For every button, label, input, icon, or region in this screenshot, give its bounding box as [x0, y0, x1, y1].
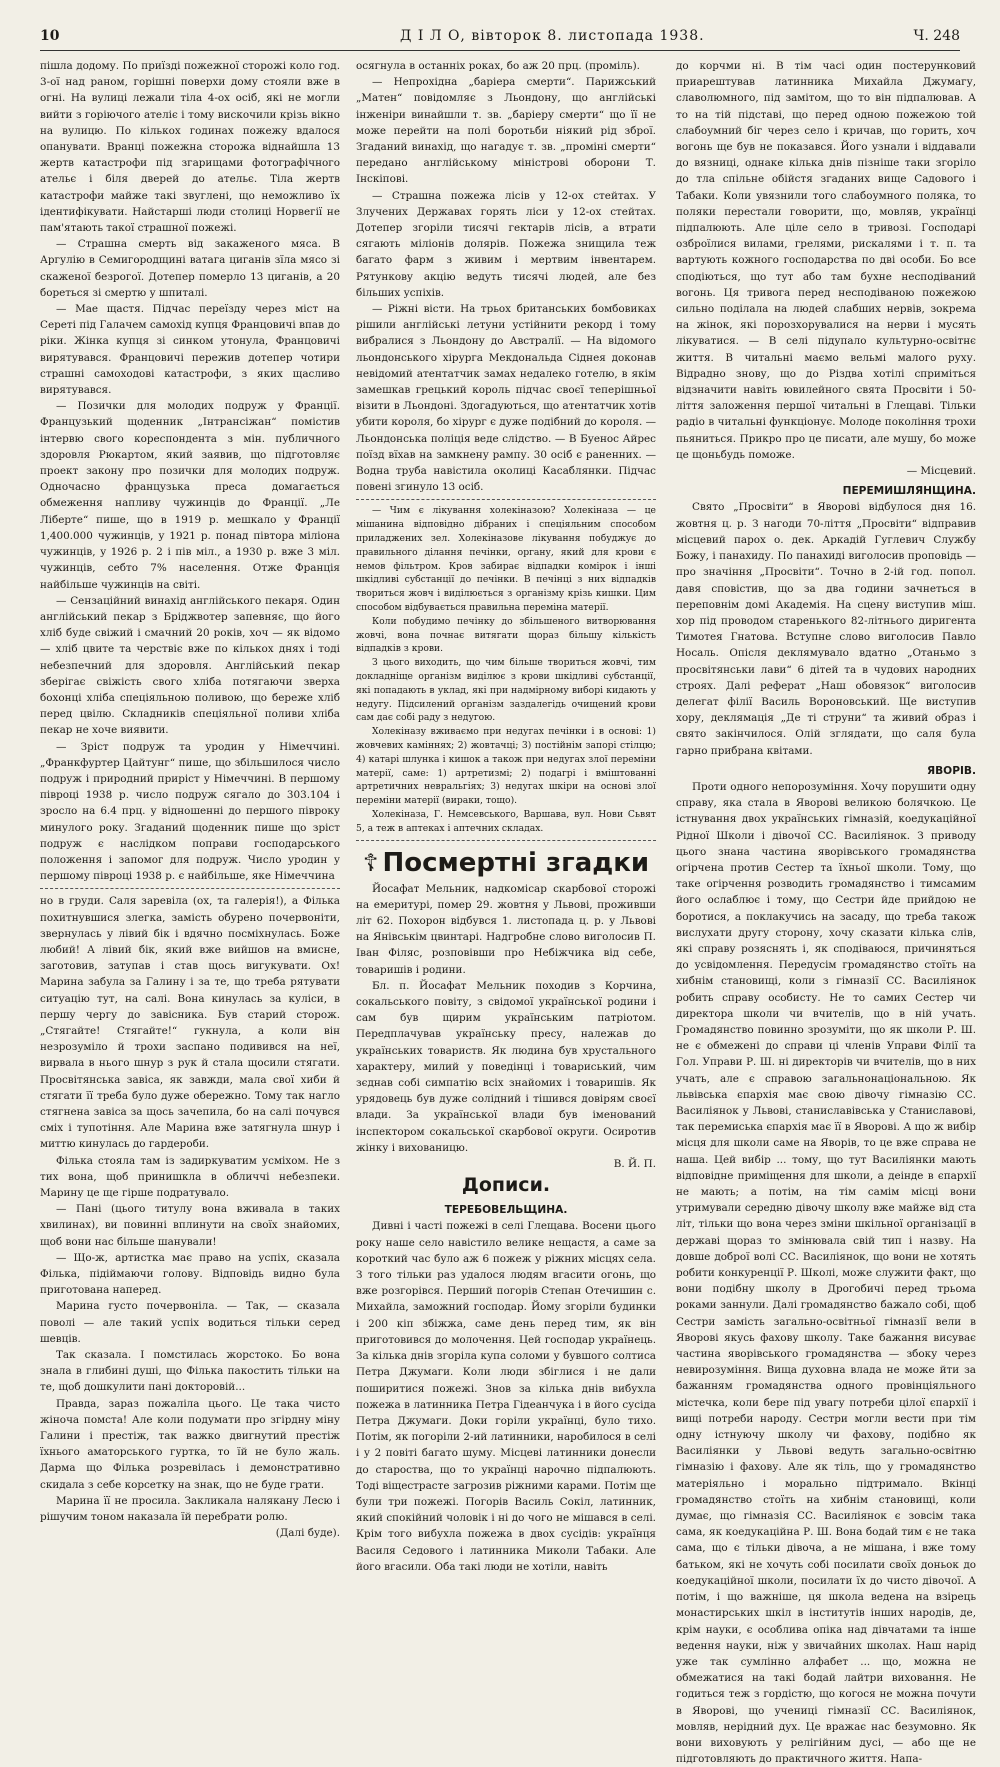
story-paragraph: Філька стояла там із задиркуватим усміхом. Не з тих вона, щоб принишкла в обличчі небезпеки. Марину це ще гірше подратувало. — [40, 1154, 340, 1200]
news-paragraph: пішла додому. По приїзді пожежної сторожі коло год. 3-ої над раном, горішні поверхи дому стояли вже в огні. На вулиці лежали тіла 4-ох осіб, які не могли вийти з горіючого ателіє і тому вискочили крізь вікно на вулицю. По кількох годинах пожежу вдалося опанувати. Вранці пожежна сторожа віднайшла 13 жертв катастрофи під згарищами фотографічного ательє і біля дверей до ательє. Тіла жертв катастрофи майже такі звуглені, що неможливо їх ідентифікувати. Найстарші люди столиці Норвегії не пам'ятають такої страшної пожежі. — [40, 60, 340, 235]
region-heading: ЯВОРІВ. — [926, 764, 976, 777]
region-heading: ТЕРЕБОВЕЛЬЩИНА. — [444, 1204, 568, 1217]
letter-signature: — Місцевий. — [906, 465, 976, 478]
column-3 — [676, 58, 976, 1766]
page-number: 10 — [40, 28, 60, 44]
news-paragraph: — Зріст подруж та уродин у Німеччині. „Франкфуртер Цайтунг“ пише, що збільшилося число подруж і природний приріст у Німеччині. В першому півроці 1938 р. число подруж сягало до 303.104 і зросло на 6.4 прц. у відношенні до першого півроку минулого року. Згаданий щоденник пише що зріст подруж є наслідком поправи господарського положення і запомог для подруж. Число уродин у першому півроці 1938 р. є найбільше, яке Німеччина — [40, 740, 340, 883]
column-2 — [356, 58, 656, 1573]
region-heading: ПЕРЕМИШЛЯНЩИНА. — [842, 485, 976, 498]
newspaper-name: Д І Л О, — [400, 28, 466, 44]
feuilleton-divider — [40, 888, 340, 889]
obituary-heading: ☦ Посмертні згадки — [362, 847, 650, 878]
ad-paragraph: Холекіназа, Г. Немсевського, Варшава, вул. Нови Сьвят 5, а теж в аптеках і аптечних складах. — [356, 809, 656, 834]
news-paragraph: — Страшна смерть від закаженого мяса. В Аргулію в Семигородщині ватага циганів зїла мясо зі скаженої безрогої. Дотепер померло 13 циганів, а 20 бореться зі смертю у шпиталі. — [40, 238, 340, 299]
issue-date: вівторок 8. листопада 1938. — [471, 28, 705, 44]
story-paragraph: Так сказала. І помстилась жорстоко. Бо вона знала в глибині душі, що Філька пакостить тільки на те, щоб дошкулити пані докторовій... — [40, 1349, 340, 1394]
letter-paragraph: Проти одного непорозуміння. Хочу порушити одну справу, яка стала в Яворові великою болячкою. Це істнування двох українських гімназій, коедукаційної Рідної Школи і дівочої СС. Василіянок. З приводу цього знана частина яворівського громадянства огірчена против Сестер та їхньої школи. Тому, що таке огірчення розводить громадянство і тимсамим його ослаблює і тому, що Сестри йде прийдою не боротися, а поклaкучись на заcаду, що треба також вислухати другу сторону, хочу сказати кілька слів, які справу розяснять і, як сподіваюся, причиняться до усвідомлення. Передусім громадянство стоїть на хибнім становищі, коли з гімназії СС. Василіянок робить справу особисту. Не то самих Сестер чи директора школи чи вчителів, що в ній учать. Громадянство повинно зрозуміти, що як школи Р. Ш. не є обмежені до справи ці членів Управи Філії та Гол. Управи Р. Ш. ні директорів чи вчителів, що в них учать, але є справою загальнонаціональною. Як львівська єпархія має свою дівочу гімназію СС. Василіянок у Львові, станиславівська у Станиславові, так перемиська єпархія має її в Яворові. А що ж вибір місця для школи саме на Яворів, то це вже справа не наша. Цей вибір ... тому, що тут Василіянки мають відповідне приміщення для школи, а деінде в єпархії не мають; а потім, на тім самім місці вони утримували середню дівочу школу вже майже від ста літ, тільки що вона через зміни шкільної організації в державі щораз то змінювала свій тип і назву. На довше доброї волі СС. Василіянок, що вони не хотять робити конкуренції Р. Школі, може служити факт, що вони подібну школу в Дрогобичі перед трьома роками заннули. Далі громадянство бажало собі, щоб Сестри замість загально-освітньої гімназії вели в Яворові якусь фахову школу. Таке бажання висуває частина яворівського громадянства — збоку через невирозуміння. Вища духовна влада не може йти за бажанням громадянства одного провінціяльного містечка, коли бере під увагу потреби цілої єпархії і вищі потреби народу. Сестри могли вести при тім одну істнуючу школу чи фахову, подібно як Василіянки у Львові ведуть загально-освітню гімназію і фахову. Але як тіль, що у громадянство матеріяльно і морально підтримало. Вкінці громадянство стоїть на хибнім становищі, коли думає, що гімназія СС. Василіянок є зовсім така сама, як коедукаційна Р. Ш. Вона бодай тим є не така сама, що є тільки дівоча, а не мішана, і вже тому батьком, які не хочуть собі посилати своїх доньок до коедукаційної школи, посилати їх до чисто дівочої. А потім, і що важніше, ця школа ведена на взірець монастирських шкіл в інститутів інших народів, де, крім науки, є особлива опіка над дівчатами та інше ведення науки, ніж у звичайних школах. Наш нарід уже так сумлінно алфабет ... що, можна не обмежатися на такі бодай лайтри виховання. Не годиться теж з гордістю, що когося не можна почути в Яворові, що учениці гімназії СС. Василіянок, мовляв, нерідний дух. Це вражає нас безумовно. Як вони виховують у релігійним дусі, — або ще не підготовляють до практичного життя. Напа- — [676, 780, 976, 1766]
story-paragraph: Марина її не просила. Закликала наляканy Лесю і рішучим тоном наказала їй перебрати ролю. — [40, 1494, 340, 1524]
column-1 — [40, 58, 340, 1540]
ad-paragraph: Холекіназу вживаємо при недугах печінки і в основі: 1) жовчевих каміннях; 2) жовтачці; 3) постійнім запорі стілцю; 4) катарі шлунка і кишок а також при недугах злої переміни матерії, саме: 1) артретизмі; 2) подагрі і вміштованні артретичних невральгіях; 3) недугах шкіри на основі злої переміни матерії (вирaки, тощо). — [356, 726, 656, 807]
story-paragraph: но в груди. Саля заревіла (ох, та галерія!), а Філька похитнувшися злегка, замість обурено почервоніти, звернулась у лівий бік і вдячно посміхнулась. Боже любий! А лівий бік, який вже вийшов на вмисне, заготовив, затупав і став щось вигукувати. Ох! Марина забула за Галину і за те, що треба рятувати ситуацію тут, на салі. Вона кинулась за куліси, в першу чергу до завісника. Був старий сторож. „Стягайте! Стягайте!“ гукнула, а коли він незрозуміло й трохи заспано подивився на неї, вирвала в нього шнур з рук й стала щосили стягати. Просвітянська завіса, як завжди, мала свої хиби й стягати її треба було дуже обережно. Тому так нагло стягнена завіса за щось зачепила, бо на салі почувся сміх і тупотіння. Але Марина вже затягнула шнур і миттю кинулась до гардероби. — [40, 895, 340, 1151]
news-paragraph: — Непрохідна „баріера смерти“. Парижський „Матен“ повідомляє з Льондону, що англійські інженіри винайшли т. зв. „баріеру смерти“ що її не може перейти на полі боротьби ніякий рід зброї. Згаданий винахід, що нагадує т. зв. „проміні смерти“ передано англійському міністрові оборони Т. Інскіпові. — [356, 76, 656, 186]
advertisement — [356, 504, 656, 835]
letter-paragraph: Дивні і часті пожежі в селі Глещава. Восени цього року наше село навістило велике нещастя, а саме за короткий час було аж 6 пожеж у ріжних місцях села. З того тільки раз удалося людям вгасити огонь, що вже розгорівся. Перший погорів Степан Отечишин с. Михайла, заможний господар. Йому згоріли будинки і 200 кіп збіжжа, саме день перед тим, як він приготовився до молочення. Цей господар українець. За кілька днів згоріла купа соломи у бувшого солтиса Петра Джумаги. Коли люди збіглися і не дали поширитися пожежі. Знов за кілька днів вибухла пожежа в латинника Петра Гідеанчука і в його сусіда Петра Джумаги. Доки горіли українці, було тихо. Потім, як погоріли 2-ий латинники, наробилося в селі і у 2 повіті багато шуму. Місцеві латинники донесли до староства, що то українці нарочно підпалюють. Тоді віщестрасте загрозив ріжними карами. Потім ще були три пожежі. Погорів Василь Сокіл, латинник, який спокійний чоловік і ні до чого не мішався в селі. Крім того вибухла пожежа в двох сусідів: українця Василя Седового і латинника Миколи Табаки. Але його вгасили. Оба такі люди не хотіли, навіть — [356, 1220, 656, 1573]
header-rule — [40, 50, 960, 51]
ad-paragraph: З цього виходить, що чим більше твориться жовчі, тим докладніще організм виділює з крови шкідливі субстанції, які попадають в уклад, які при надмірному виборі кидають у недугу. Підсилений організм заздалегідь очищений крови сам дає собі раду з недугою. — [356, 657, 656, 724]
story-paragraph: — Пані (цього титулу вона вживала в таких хвилинах), ви повинні вплинути на своїх знайомих, щоб вони нас більше шанували! — [40, 1203, 340, 1248]
news-paragraph: — Позички для молодих подруж у Франції. Французький щоденник „Інтрансіжан“ помістив інтервю свого кореспондента з мін. публичного здоровля Рюкартом, який заявив, що підготовляє проект закону про позички для молодих подруж. Одночасно французька преса домагається обмеження напливу чужинців до Франції. „Ле Ліберте“ пише, що в 1919 р. мешкало у Франції 1,400.000 чужинців, у 1921 р. понад півтора міліона чужинців, у 1926 р. 2 і пів міл., а 1930 р. вже 3 міл. чужинців, себто 7% населення. Отже Франція найбільше чужинців на світі. — [40, 400, 340, 591]
col1-feuilleton — [40, 893, 340, 1541]
obituary-paragraph: Йосафат Мельник, надкомісар скарбової сторожі на емеритурі, помер 29. жовтня у Львові, проживши літ 62. Похорон відбувся 1. листопада ц. р. у Львові на Янівськім цвинтарі. Надгробне слово виголосив П. Іван Філяс, розповівши про Небіжчика від себе, товаришів і родини. — [356, 882, 656, 976]
letters-heading: Дописи. — [461, 1174, 551, 1197]
news-paragraph: — Сензаційний винахід англійського пекаря. Один англійський пекар з Бріджвотер запевняє, що його хліб буде свіжий і смачний 20 років, хоч — як відомо — хліб цвите та черствіє вже по кількох днях і тоді небезпечний для здоровля. Англійський пекар зберігає свіжість свого хліба потягаючи зверха бохонці хліба спеціяльною поливою, що береже хліб перед цвілю. Складників спеціяльної поливи хліба пекар не хоче виявити. — [40, 594, 340, 737]
header-masthead — [400, 28, 705, 44]
news-paragraph: — Мае щастя. Підчас переїзду через міст на Сереті під Галачем самохід купця Францовичі впав до ріки. Жінка купця зі синком утонула, Францовичі вирятувався. Францовичі пережив дотепер чотири страшні самоходові катастрофи, з яких щасливо вирятувався. — [40, 303, 340, 397]
obituary-signature: В. Й. П. — [613, 1158, 656, 1171]
letter-paragraph: до корчми ні. В тім часі один постерунковий приарештував латинника Михайла Джумагу, славолюмного, під замітом, що то він підпалював. А то на тій підставі, що перед одною пожежою той слабоумний біг через село і кричав, що горить, хоч вогонь ще був не показався. Його узнали і віддавали до вязниці, однаке кілька днів пізніше таки згоріло до тла спільне обійстя згаданих вище Садового і Табаки. Коли увязнили того слабоумного поляка, то поляки перестали говорити, що, мовляв, українці підпалюють. Але ціле село в тривозі. Господарі озброїлися вилами, грелями, рискалями і т. п. та вартують кожного господарства по дві особи. Бо все сподіються, що тут або там бухне несподіваний вогонь. Ця тривога перед несподіваною пожежою сильно подiлала на людей слабших нервів, зокрема на жінок, які порозхорувалися на нерви і мусять лікуватися. — В селі підупало культурно-освітнє життя. В читальні маємо вельмі малого руху. Відрадно знову, що до Різдва хотілі сприміться відзначити навіть ювилейного свята Просвіти і 50-ліття заложення першої читальні в Глещаві. Тільки радіо в читальні функціонує. Молоде покоління трохи пьяниться. Прикро про це писати, але мушу, бо може це щоньбудь поможе. — [676, 60, 976, 461]
col1-news — [40, 58, 340, 884]
obituary-divider — [356, 840, 656, 841]
cross-icon: ☦ — [362, 848, 379, 877]
story-paragraph: Правда, зараз пожаліла цього. Це така чисто жіноча помста! Але коли подумати про згірдну міну Галини і престіж, так важко двигнутий престіж їхнього аматорського гуртка, то їй не було жаль. Дарма що Філька розревілась і демонстративно скидала з себе корсетку на знак, що не буде грати. — [40, 1397, 340, 1491]
news-paragraph: — Ріжні вісти. На трьох британських бомбовиках рішили англійські летуни устійнити рекорд і тому вибралися з Льондону до Австралії. — На відомого льондонського хірурга Мекдональда Сіднея доконав невідомий атентатчик замах недалеко готелю, в якім замешкав грецький король підчас своєї теперішньої візити в Льондоні. Здогадуються, що атентатчик хотів убити короля, бо хірург є дуже подібний до короля. — Льондонська поліція веде слідство. — В Буенос Айрес поїзд вїхав на замкнену рампу. 30 осіб є раненних. — Водна труба навістила околиці Касаблянки. Підчас повені згинуло 13 осіб. — [356, 303, 656, 494]
ad-divider — [356, 499, 656, 500]
issue-number: Ч. 248 — [913, 28, 960, 44]
news-paragraph: осягнула в останніх роках, бо аж 20 прц. (проміль). — [356, 60, 640, 72]
news-paragraph: — Страшна пожежа лісів у 12-ох стейтах. У Злучених Державах горять ліси у 12-ох стейтах. Дотепер згоріли тисячі гектарів лісів, а втрати сягають міліонів долярів. Пожежа знищила теж багато фарм з живим і мертвим інвентарем. Рятункову акцію ведуть тисячі людей, але без більших успіхів. — [356, 189, 656, 299]
page-header — [40, 28, 960, 50]
ad-paragraph: — Чим є лікування холекіназою? Холекіназа — це мішанина відповідно дібраних і спеціяльним способом приладжених зел. Холекіназове лікування побуджує до правильного ділання печінки, органу, який для крови є немов фільтром. Кров забирає відпадки комірок і інші шкідливі субстанції до печінки. В печінці з них відпадків твориться жовч і виділюється з організму крізь кишки. Цим способом відбувається правильна переміна матерії. — [356, 505, 656, 614]
ad-paragraph: Коли побудимо печінку до збільшеного витворювання жовчі, вона почнає витягати щораз більшу кількість відпадків з крови. — [356, 615, 656, 655]
to-be-continued: (Далі буде). — [275, 1527, 340, 1540]
letter-paragraph: Свято „Просвіти“ в Яворові відбулося дня 16. жовтня ц. р. З нагоди 70-ліття „Просвіти“ відправив місцевий парох о. дек. Аркадій Гуглевич Службу Божу, і панахиду. По панахиді виголосив проповідь — про значіння „Просвіти“. Точно в 2-ій год. попол. давя сповістив, що за два години зачнеться в пeреповнім домі Академія. На сцену виступив міш. хор під проводом старенького 82-літнього диригента Тимотея Гнатова. Вступне слово виголосив Павло Носаль. Опісля деклямувало вдатно „Отаньмо з просвітянськи лави“ 6 дітей та в чудових народних строях. Далі реферат „Наш обовязок“ виголосив делегат філії Василь Вороновський. Ще виступив хору, деклямація „Де ті струни“ та живий образ і свято закінчилося. Олій зглядати, що саля була гарно прибрана квітами. — [676, 501, 976, 757]
obituary-paragraph: Бл. п. Йосафат Мельник походив з Корчина, сокальського повіту, з свідомої української родини і сам був щирим українським патріотом. Передплачував українську пресу, належав до українських товариств. Як людина був хрустального характеру, милий у поведінці і товариський, чим зєднав собі симпатію всіх знайомих і товаришів. Як урядовець був дуже солідний і тішився довірям своєї влади. За української влади був іменований інспектором сокальської скарбової округи. Осиротив жінку і вихованицю. — [356, 979, 656, 1154]
story-paragraph: Марина густо почервоніла. — Так, — сказала поволі — але такий успіх водиться тільки серед шевців. — [40, 1300, 340, 1345]
story-paragraph: — Що-ж, артистка має право на успіх, сказала Філька, підіймаючи голову. Відповідь видно була приготована наперед. — [40, 1251, 340, 1297]
